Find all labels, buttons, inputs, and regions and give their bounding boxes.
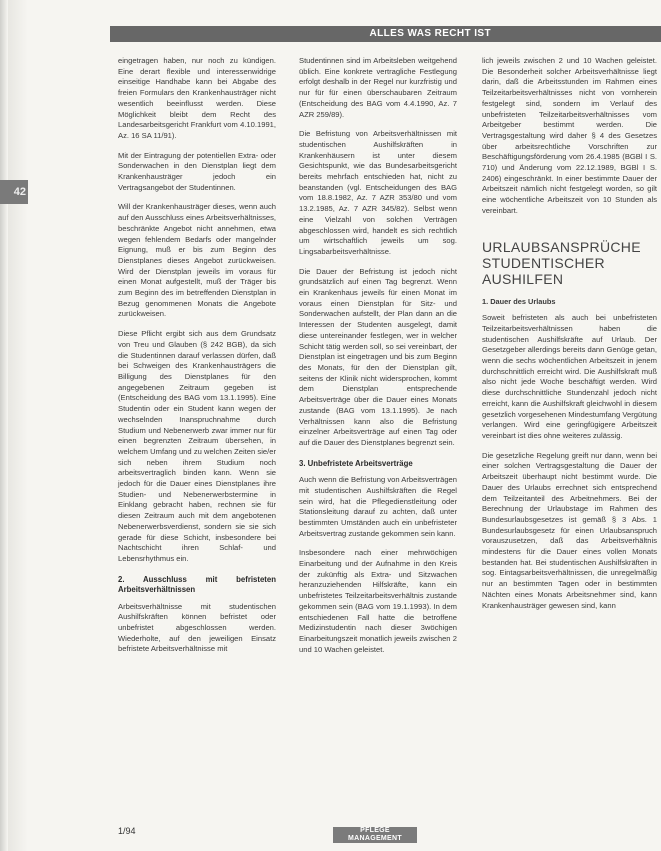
paragraph: Die Befristung von Arbeitsverhältnissen mit studentischen Aushilfskräften in Krankenhäusern ist unter diesem Gesichtspunkt, wie das Bundesarbeitsgericht bereits mehrfach entschieden hat, nicht zu beanstanden (vgl. Entscheidungen des BAG vom 18.8.1982, Az. 7 AZR 353/80 und vom 13.2.1985, Az. 7 AZR 345/82). Selbst wenn eine Vielzahl von solchen Verträgen abgeschlossen wird, handelt es sich rechtlich um wirtschaftlich jeweils um sog. Lingsabarbeitsverhältnisse. xyxy=(299,129,457,256)
magazine-logo xyxy=(333,827,417,843)
logo-line-2: MANAGEMENT xyxy=(348,835,402,842)
paragraph: Diese Pflicht ergibt sich aus dem Grundsatz von Treu und Glauben (§ 242 BGB), da sich die Studentinnen darauf verlassen dürfen, daß bei Schweigen des Krankenhausträgers die Billigung des Dienstplanes für den angegebenen Zeitraum gegeben ist (Entscheidung des BAG vom 13.1.1995). Eine Studentin oder ein Student kann wegen der wechselnden Inanspruchnahme durch Studium und Nebenerwerb zwar immer nur für einen begrenzten Zeitraum übersehen, in welchem Umfang und zu welchen Zeiten sie/er sich neben ihrem Studium noch arbeitsvertraglich binden kann. Wenn sie jedoch für die Dauer eines Dienstplanes ihre Studien- und Nebenerwerbstermine in Einklang gebracht haben, rechnen sie für diesen Zeitraum auch mit dem angebotenen Nebenerwerbsverdienst, sondern sie sie sich gerade für diese Schicht, insbesondere bei Nachtschicht ihren Schlaf- und Lebensrhythmus ein. xyxy=(118,329,276,563)
paragraph: Die gesetzliche Regelung greift nur dann, wenn bei einer solchen Vertragsgestaltung die Dauer der Arbeitszeit überhaupt nicht bestimmt wurde. Die Dauer des Urlaubs errechnet sich entsprechend dem Teilzeitanteil des Arbeitnehmers. Bei der Berechnung der Urlaubstage im Rahmen des Bundesurlaubsgesetzes ist gemäß § 3 Abs. 1 Bundesurlaubsgesetz für einen Urlaubsanspruch vorauszusetzen, daß das Arbeitsverhältnis mindestens für die Dauer eines vollen Monats bestanden hat. Bei studentischen Aushilfskräften in sog. Eintagsarbeitsverhältnissen, die unregelmäßig nur an bestimmten Tagen oder in bestimmten Nächten eines Monats Arbeitsnehmer sind, kann Krankenhausträger gewesen sind, kann xyxy=(482,450,657,610)
text-column-3 xyxy=(482,56,657,620)
paragraph: Studentinnen sind im Arbeitsleben weitgehend üblich. Eine konkrete vertragliche Festlegung erfolgt deshalb in der Regel nur kurzfristig und nur für für einen überschaubaren Zeitraum (Entscheidung des BAG vom 4.4.1990, Az. 7 AZR 259/89). xyxy=(299,56,457,119)
issue-number: 1/94 xyxy=(118,826,136,836)
paragraph: Auch wenn die Befristung von Arbeitsverträgen mit studentischen Aushilfskräften die Regel sein wird, hat die Pflegedienstleitung oder Stationsleitung darauf zu achten, daß unter bestimmten Umständen auch ein unbefristeter Arbeitsvertrag zustande gekommen sein kann. xyxy=(299,475,457,538)
paragraph: Insbesondere nach einer mehrwöchigen Einarbeitung und der Aufnahme in den Kreis der zukünftig als Extra- und Sitzwachen heranzuziehenden Hilfskräfte, kann ein unbefristetes Teilzeitarbeitsverhältnis zustande gekommen sein (BAG vom 19.1.1993). In dem entschiedenen Fall hatte die betroffene Medizinstudentin nach dieser 3wöchigen Einarbeitungszeit monatlich jeweils zwischen 2 und 10 Wachen geleistet. xyxy=(299,548,457,654)
header-title: ALLES WAS RECHT IST xyxy=(369,28,491,39)
paragraph: Die Dauer der Befristung ist jedoch nicht grundsätzlich auf einen Tag begrenzt. Wenn ein Krankenhaus jeweils für einen Monat im voraus einen Dienstplan für Sitz- und Sonderwachen aufstellt, der Plan dann an die Interessen der Studenten ausgelegt, damit diese untereinander festlegen, wer in welcher Schicht tätig werden soll, so sei vereinbart, der Dienstplan ist eingetragen und bis zum Beginn des Monats, für den der Dienstplan gilt, seitens der Klinik nicht widersprochen, kommt dem Dienstplan entsprechende Arbeitsverträge über die Dauer eines Monats zustande (BAG vom 13.1.1995). Je nach Verhältnissen kann also die Befristung einzelner Arbeitsverträge auf einen Tag oder auf die Dauer des Dienstplanes begrenzt sein. xyxy=(299,266,457,447)
text-column-1 xyxy=(118,56,276,664)
subheading: 1. Dauer des Urlaubs xyxy=(482,296,556,306)
paragraph: Soweit befristeten als auch bei unbefristeten Teilzeitarbeitsverhältnissen haben die studentischen Aushilfskräfte auf Urlaub. Der Gesetzgeber allerdings bereits dann Genüge getan, wenn die sechs wöchentlichen Arbeitszeit in jenem durchschnittlich erreicht wird. Die Aushilfskraft muß also nicht jede Woche beschäftigt werden. Wird diese durchschnittliche Stundenzahl jedoch nicht erreicht, kann die Aushilfskraft gleichwohl in diesem gesetzlich vorgesehenen Mindestumfang Vergütung verlangen. Wird eine geringfügigere Arbeitszeit vereinbart ist dies ohne weiteres zulässig. xyxy=(482,313,657,440)
paragraph: Arbeitsverhältnisse mit studentischen Aushilfskräften können befristet oder unbefristet abgeschlossen werden. Wiederholte, auf den jeweiligen Einsatz befristete Arbeitsverhältnisse mit xyxy=(118,601,276,654)
paragraph: Mit der Eintragung der potentiellen Extra- oder Sonderwachen in den Dienstplan liegt dem Krankenhausträger jedoch ein Vertragsangebot der Studentinnen. xyxy=(118,150,276,192)
logo-line-1: PFLEGE xyxy=(360,827,390,834)
subheading: 3. Unbefristete Arbeitsverträge xyxy=(299,458,413,468)
text-column-2 xyxy=(299,56,457,664)
subheading: 2. Ausschluss mit befristeten Arbeitsverhältnissen xyxy=(118,574,276,595)
paragraph: eingetragen haben, nur noch zu kündigen. Eine derart flexible und interessenwidrige einseitige Handhabe kann bei Abgabe des freien Formulars den Krankenhausträger nicht wesentlich beeinflusst werden. Diese Möglichkeit bleibt dem Recht des Landesarbeitsgericht Frankfurt vom 4.10.1991, Az. 16 SA 11/91). xyxy=(118,56,276,140)
paragraph: lich jeweils zwischen 2 und 10 Wachen geleistet. Die Besonderheit solcher Arbeitsverhältnisse liegt darin, daß die Arbeitsstunden im Rahmen eines Teilzeitarbeitsverhältnisses nicht von vornherein festgelegt sind, sondern im Verlauf des unbefristeten Teilzeitarbeitsverhältnisses vom Arbeitgeber bestimmt werden. Die Vertragsgestaltung wird daher § 4 des Gesetzes über arbeitsrechtliche Vorschriften zur Beschäftigungsförderung vom 26.4.1985 (BGBl I S. 710) und Änderung vom 22.12.1989, BGBl I S. 2406) eingeschränkt. In einer bestimmte Dauer der Arbeitszeit nämlich nicht festgelegt worden, so gilt eine wöchentliche Arbeitszeit von 10 Stunden als vereinbart. xyxy=(482,56,657,215)
page-edge xyxy=(0,0,8,851)
paragraph: Will der Krankenhausträger dieses, wenn auch auf den Ausschluss eines Arbeitsverhältnisses, beschränkte Angebot nicht annehmen, etwa wegen fehlendem Bedarfs oder mangelnder Eignung, muß er bis zum Beginn des Dienstplanes dieses Angebot zurückweisen. Wird der Dienstplan jeweils im voraus für einen Monat aufgestellt, muß der Träger bis zum Beginn des im betreffenden Dienstplan in Bezug genommenen Monats die Angebote zurückweisen. xyxy=(118,202,276,319)
section-heading: URLAUBSANSPRÜCHE STUDENTISCHER AUSHILFEN xyxy=(482,238,641,287)
side-page-number: 42 xyxy=(0,180,28,204)
